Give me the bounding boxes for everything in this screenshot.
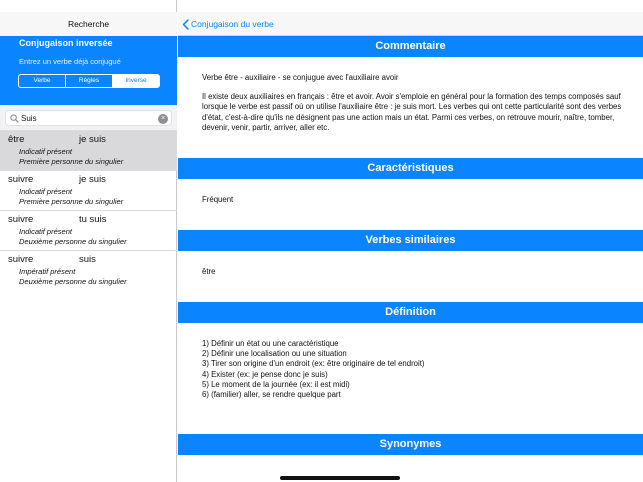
result-tense: Impératif présent xyxy=(19,267,76,276)
definition-item: 1) Définir un état ou une caractéristique xyxy=(202,339,339,348)
detail-pane xyxy=(178,0,643,482)
mode-segmented-control xyxy=(18,74,160,88)
search-bar-container xyxy=(0,105,177,131)
segment-verbe[interactable]: Verbe xyxy=(19,75,66,87)
search-input[interactable] xyxy=(21,112,151,124)
result-form: je suis xyxy=(79,174,106,185)
section-body-verbes-similaires xyxy=(202,267,622,277)
mode-title: Conjugaison inversée xyxy=(19,38,113,48)
segment-inverse[interactable]: Inverse xyxy=(113,75,159,87)
section-header-definition: Définition xyxy=(178,302,643,323)
result-person: Deuxième personne du singulier xyxy=(19,237,127,246)
back-button-label: Conjugaison du verbe xyxy=(191,19,274,29)
result-verb: être xyxy=(8,134,25,145)
definition-item: 2) Définir une localisation ou une situation xyxy=(202,349,347,359)
result-row[interactable] xyxy=(0,171,177,211)
detail-nav-bar xyxy=(178,12,643,36)
result-tense: Indicatif présent xyxy=(19,187,72,196)
result-person: Deuxième personne du singulier xyxy=(19,277,127,286)
sidebar-header xyxy=(0,36,177,105)
chevron-left-icon xyxy=(182,19,189,30)
section-header-synonymes: Synonymes xyxy=(178,434,643,455)
back-button[interactable] xyxy=(182,17,274,31)
result-person: Première personne du singulier xyxy=(19,197,124,206)
home-indicator[interactable] xyxy=(280,476,400,480)
result-form: suis xyxy=(79,254,96,265)
result-verb: suivre xyxy=(8,254,34,265)
mode-subtitle: Entrez un verbe déjà conjugué xyxy=(19,57,121,66)
commentaire-paragraph: Il existe deux auxiliaires en français : être et avoir. Avoir s'emploie en général pour la formation des temps composés sauf lorsque le verbe est passif où on utilise l'auxiliaire être : je suis mort. Les verbes qui ont cette particularité sont des verbes d'état, c'est-à-dire qu'ils ne désignent pas une action mais un état. Parmi ces verbes, on retrouve mourir, naître, tomber, devenir, venir, partir, arriver, aller etc. xyxy=(202,92,622,132)
section-header-caracteristiques: Caractéristiques xyxy=(178,158,643,179)
definition-item: 6) (familier) aller, se rendre quelque part xyxy=(202,390,341,400)
result-row[interactable] xyxy=(0,131,177,171)
result-verb: suivre xyxy=(8,214,34,225)
result-row[interactable] xyxy=(0,251,177,291)
definition-item: 5) Le moment de la journée (ex: il est midi) xyxy=(202,379,350,389)
result-verb: suivre xyxy=(8,174,34,185)
results-list xyxy=(0,131,177,291)
result-tense: Indicatif présent xyxy=(19,147,72,156)
sidebar-nav-title: Recherche xyxy=(0,12,177,36)
section-header-verbes-similaires: Verbes similaires xyxy=(178,230,643,251)
section-body-definition xyxy=(202,339,622,400)
result-form: je suis xyxy=(79,134,106,145)
section-body-commentaire xyxy=(202,73,622,133)
verbes-similaires-text: être xyxy=(202,267,216,276)
segment-regles[interactable]: Règles xyxy=(66,75,113,87)
search-icon xyxy=(10,114,19,123)
result-tense: Indicatif présent xyxy=(19,227,72,236)
sidebar xyxy=(0,0,177,482)
clear-search-icon[interactable]: × xyxy=(158,114,168,124)
definition-item: 3) Tirer son origine d'un endroit (ex: être originaire de tel endroit) xyxy=(202,359,425,369)
commentaire-line: Verbe être - auxiliaire - se conjugue avec l'auxiliaire avoir xyxy=(202,73,399,82)
result-row[interactable] xyxy=(0,211,177,251)
result-person: Première personne du singulier xyxy=(19,157,124,166)
definition-item: 4) Exister (ex: je pense donc je suis) xyxy=(202,369,328,379)
result-form: tu suis xyxy=(79,214,107,225)
section-body-caracteristiques xyxy=(202,195,622,205)
section-header-commentaire: Commentaire xyxy=(178,36,643,57)
caracteristiques-text: Fréquent xyxy=(202,195,234,204)
search-bar xyxy=(5,110,172,126)
